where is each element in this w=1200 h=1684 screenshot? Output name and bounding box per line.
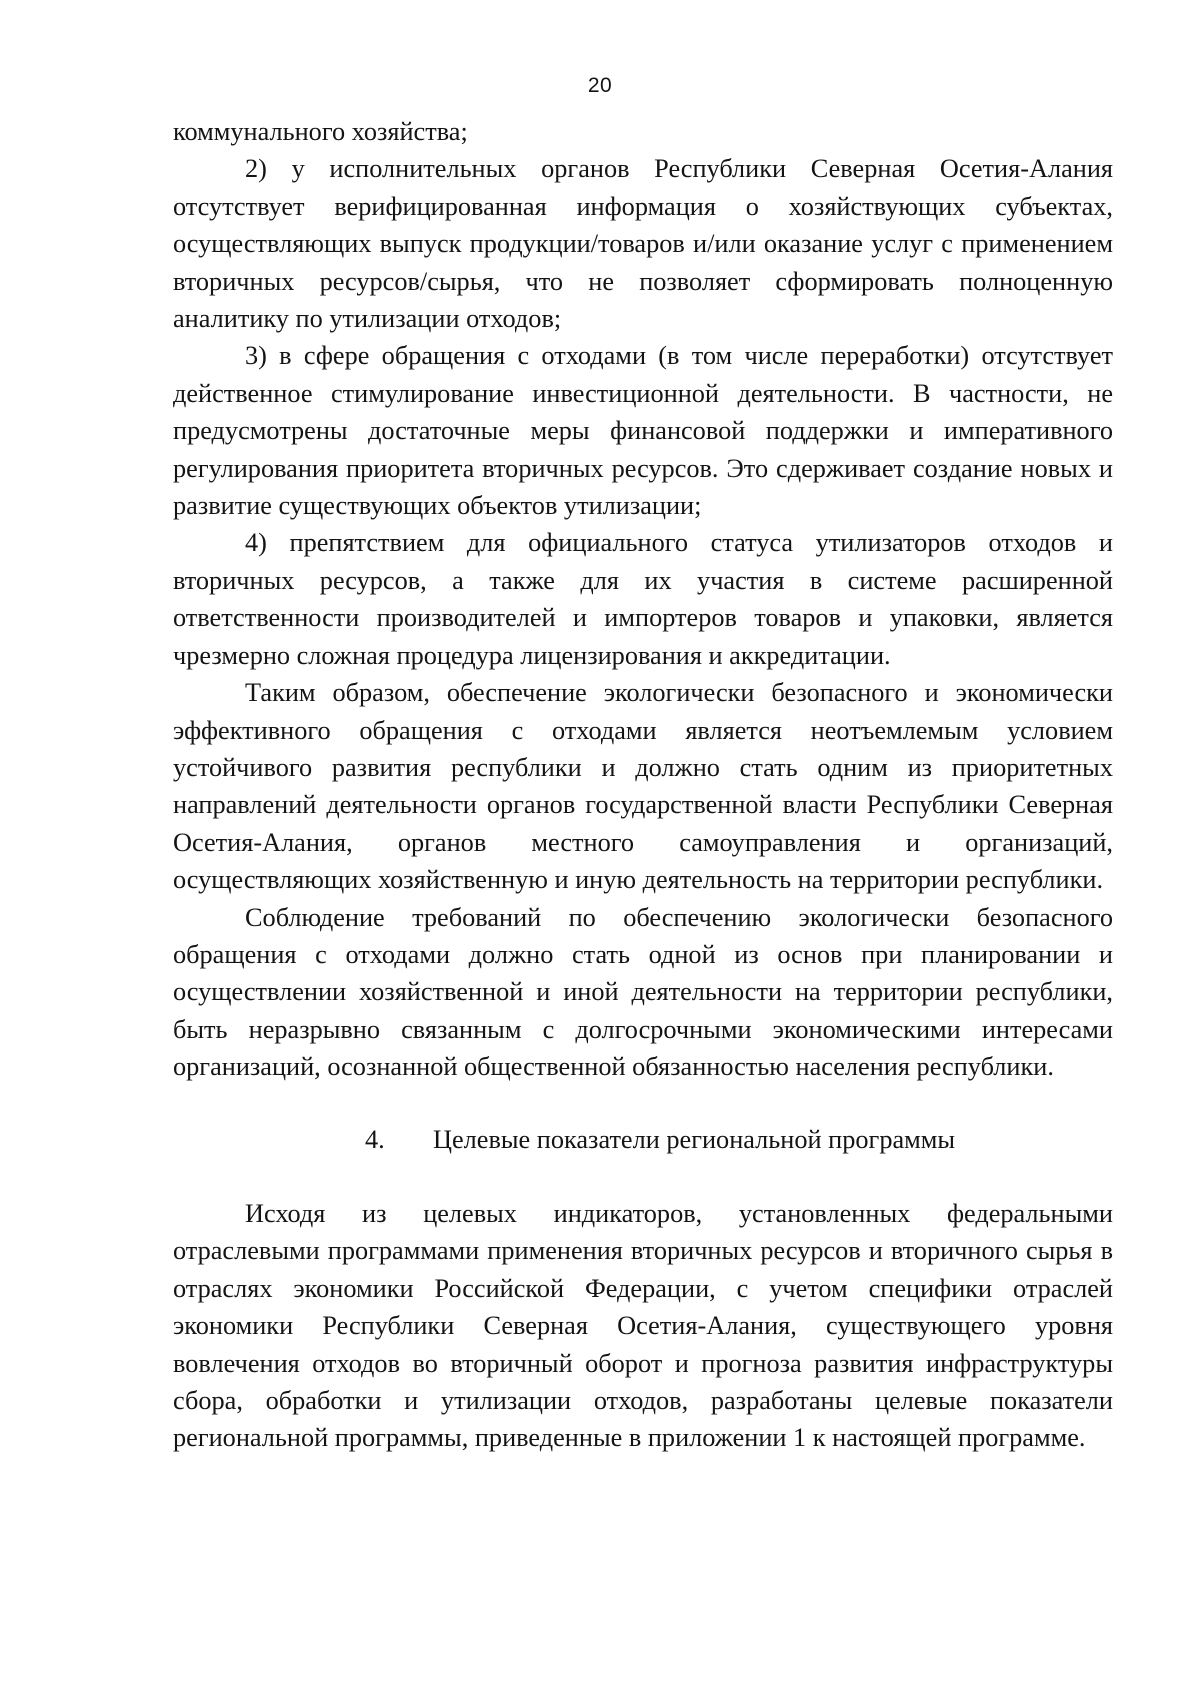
paragraph-requirements: Соблюдение требований по обеспечению экологически безопасного обращения с отходами должно стать одной из основ при планировании и осуществлении хозяйственной и иной деятельности на территории республики, быть неразрывно связанным с долгосрочными экономическими интересами организаций, осознанной общественной обязанностью населения республики. bbox=[173, 902, 1113, 1082]
paragraph-conclusion: Таким образом, обеспечение экологически безопасного и экономически эффективного обращения с отходами является неотъемлемым условием устойчивого развития республики и должно стать одним из приоритетных направлений деятельности органов государственной власти Республики Северная Осетия-Алания, органов местного самоуправления и организаций, осуществляющих хозяйственную и иную деятельность на территории республики. bbox=[173, 678, 1113, 895]
section-title: Целевые показатели региональной программы bbox=[433, 1124, 956, 1154]
paragraph-item-2: 2) у исполнительных органов Республики Северная Осетия-Алания отсутствует верифицированная информация о хозяйствующих субъектах, осуществляющих выпуск продукции/товаров и/или оказание услуг с применением вторичных ресурсов/сырья, что не позволяет сформировать полноценную аналитику по утилизации отходов; bbox=[173, 154, 1113, 334]
paragraph-item-3: 3) в сфере обращения с отходами (в том числе переработки) отсутствует действенное стимулирование инвестиционной деятельности. В частности, не предусмотрены достаточные меры финансовой поддержки и императивного регулирования приоритета вторичных ресурсов. Это сдерживает создание новых и развитие существующих объектов утилизации; bbox=[173, 341, 1113, 521]
section-number: 4. bbox=[365, 1124, 385, 1154]
paragraph-continuation: коммунального хозяйства; bbox=[173, 117, 468, 146]
paragraph-section-4: Исходя из целевых индикаторов, установленных федеральными отраслевыми программами применения вторичных ресурсов и вторичного сырья в отраслях экономики Российской Федерации, с учетом специфики отраслей экономики Республики Северная Осетия-Алания, существующего уровня вовлечения отходов во вторичный оборот и прогноза развития инфраструктуры сбора, обработки и утилизации отходов, разработаны целевые показатели региональной программы, приведенные в приложении 1 к настоящей программе. bbox=[173, 1198, 1113, 1453]
paragraph-item-4: 4) препятствием для официального статуса утилизаторов отходов и вторичных ресурсов, а также для их участия в системе расширенной ответственности производителей и импортеров товаров и упаковки, является чрезмерно сложная процедура лицензирования и аккредитации. bbox=[173, 528, 1113, 670]
section-heading bbox=[173, 1121, 1113, 1158]
page-number: 20 bbox=[587, 74, 613, 97]
document-body bbox=[173, 113, 1113, 1457]
